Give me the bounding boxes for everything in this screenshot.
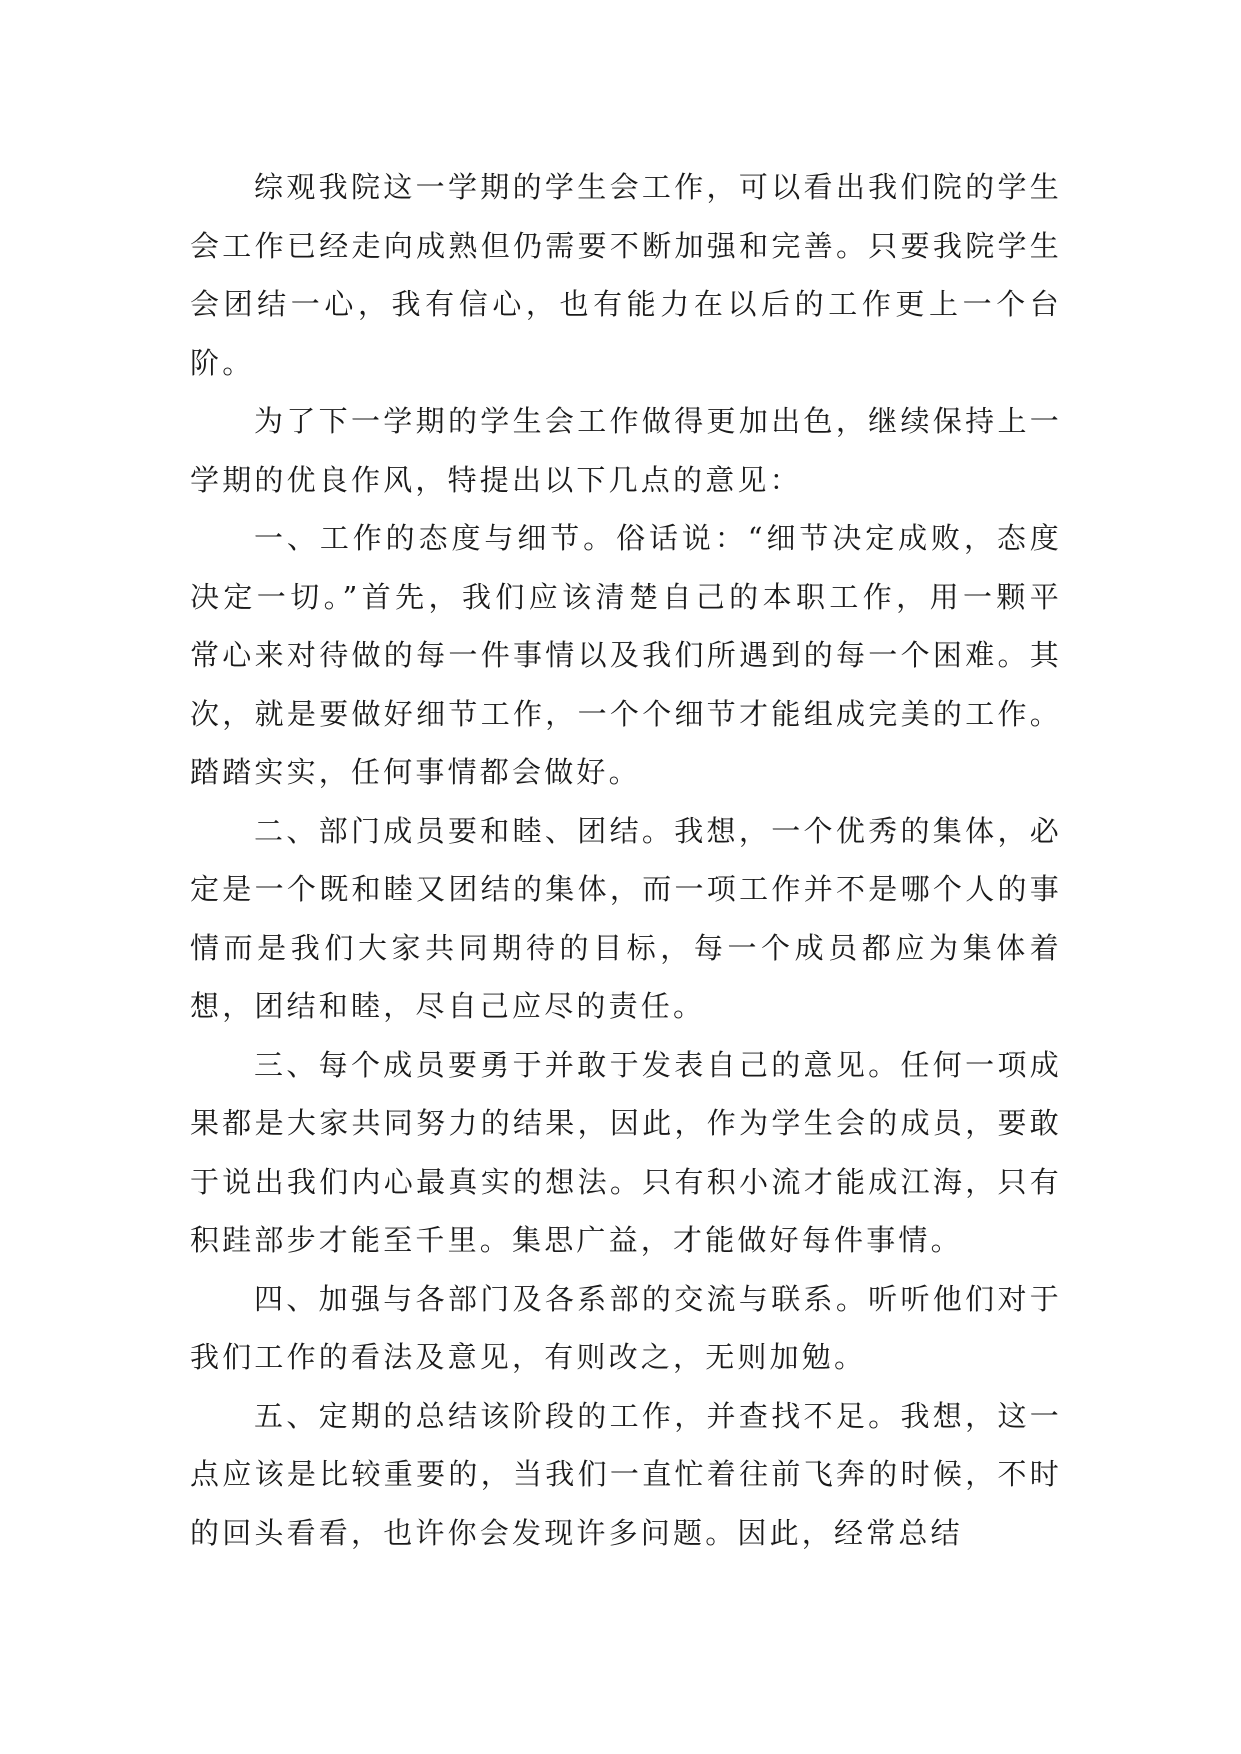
paragraph-intro-suggestions: 为了下一学期的学生会工作做得更加出色，继续保持上一学期的优良作风，特提出以下几点的意见： [190,404,1062,497]
paragraph-point-3: 三、每个成员要勇于并敢于发表自己的意见。任何一项成果都是大家共同努力的结果，因此，作为学生会的成员，要敢于说出我们内心最真实的想法。只有积小流才能成江海，只有积跬部步才能至千里。集思广益，才能做好每件事情。 [190,1047,1062,1257]
paragraph-point-1: 一、工作的态度与细节。俗话说：“细节决定成败，态度决定一切。”首先，我们应该清楚自己的本职工作，用一颗平常心来对待做的每一件事情以及我们所遇到的每一个困难。其次，就是要做好细节工作，一个个细节才能组成完美的工作。踏踏实实，任何事情都会做好。 [190,521,1062,789]
paragraph-point-2: 二、部门成员要和睦、团结。我想，一个优秀的集体，必定是一个既和睦又团结的集体，而一项工作并不是哪个人的事情而是我们大家共同期待的目标，每一个成员都应为集体着想，团结和睦，尽自己应尽的责任。 [190,813,1062,1023]
paragraph-point-4: 四、加强与各部门及各系部的交流与联系。听听他们对于我们工作的看法及意见，有则改之，无则加勉。 [190,1281,1062,1374]
paragraph-point-5: 五、定期的总结该阶段的工作，并查找不足。我想，这一点应该是比较重要的，当我们一直忙着往前飞奔的时候，不时的回头看看，也许你会发现许多问题。因此，经常总结 [190,1398,1062,1550]
paragraph-summary: 综观我院这一学期的学生会工作，可以看出我们院的学生会工作已经走向成熟但仍需要不断加强和完善。只要我院学生会团结一心，我有信心，也有能力在以后的工作更上一个台阶。 [190,170,1062,380]
document-body [190,158,1062,1562]
